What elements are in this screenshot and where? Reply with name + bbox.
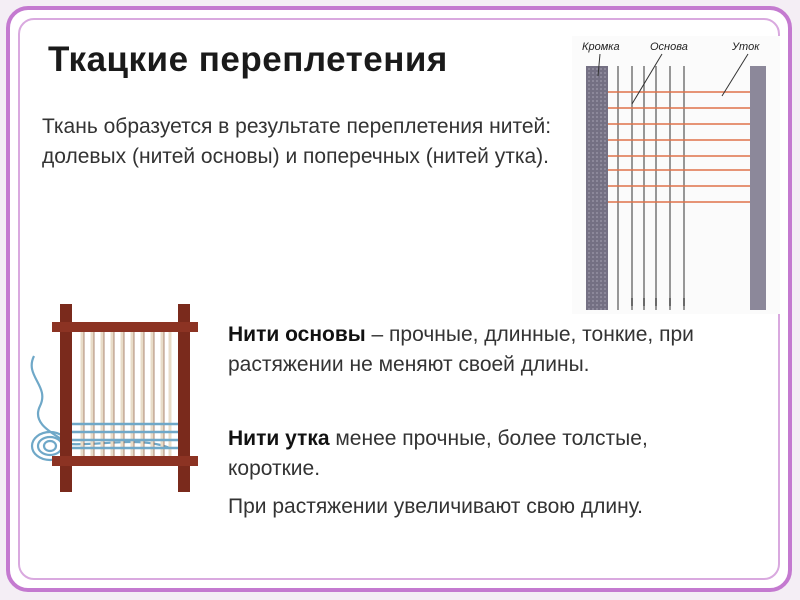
warp-description	[228, 320, 728, 380]
label-selvage: Кромка	[582, 41, 620, 53]
warp-text: – прочные, длинные, тонкие, при растяжении не меняют своей длины.	[228, 323, 694, 376]
right-selvage	[750, 66, 766, 310]
warp-arrows	[632, 298, 684, 306]
loom-bottom-bar	[52, 456, 198, 466]
intro-text: Ткань образуется в результате переплетения нитей: долевых (нитей основы) и поперечных (нитей утка).	[42, 115, 552, 168]
weft-term: Нити утка	[228, 427, 330, 450]
loom-warp-threads	[82, 332, 170, 456]
weft-threads	[608, 92, 750, 202]
weave-structure-diagram	[572, 36, 780, 314]
loom-illustration	[20, 296, 220, 496]
loom-top-bar	[52, 322, 198, 332]
label-weft: Уток	[732, 41, 760, 53]
label-warp: Основа	[650, 41, 688, 53]
stretch-description: При растяжении увеличивают свою длину.	[228, 495, 643, 518]
label-pointers	[598, 54, 748, 104]
warp-term: Нити основы	[228, 323, 366, 346]
weft-text: менее прочные, более толстые, короткие.	[228, 427, 648, 480]
weft-description	[228, 424, 728, 484]
slide-title: Ткацкие переплетения	[48, 40, 448, 79]
warp-threads	[618, 66, 684, 310]
